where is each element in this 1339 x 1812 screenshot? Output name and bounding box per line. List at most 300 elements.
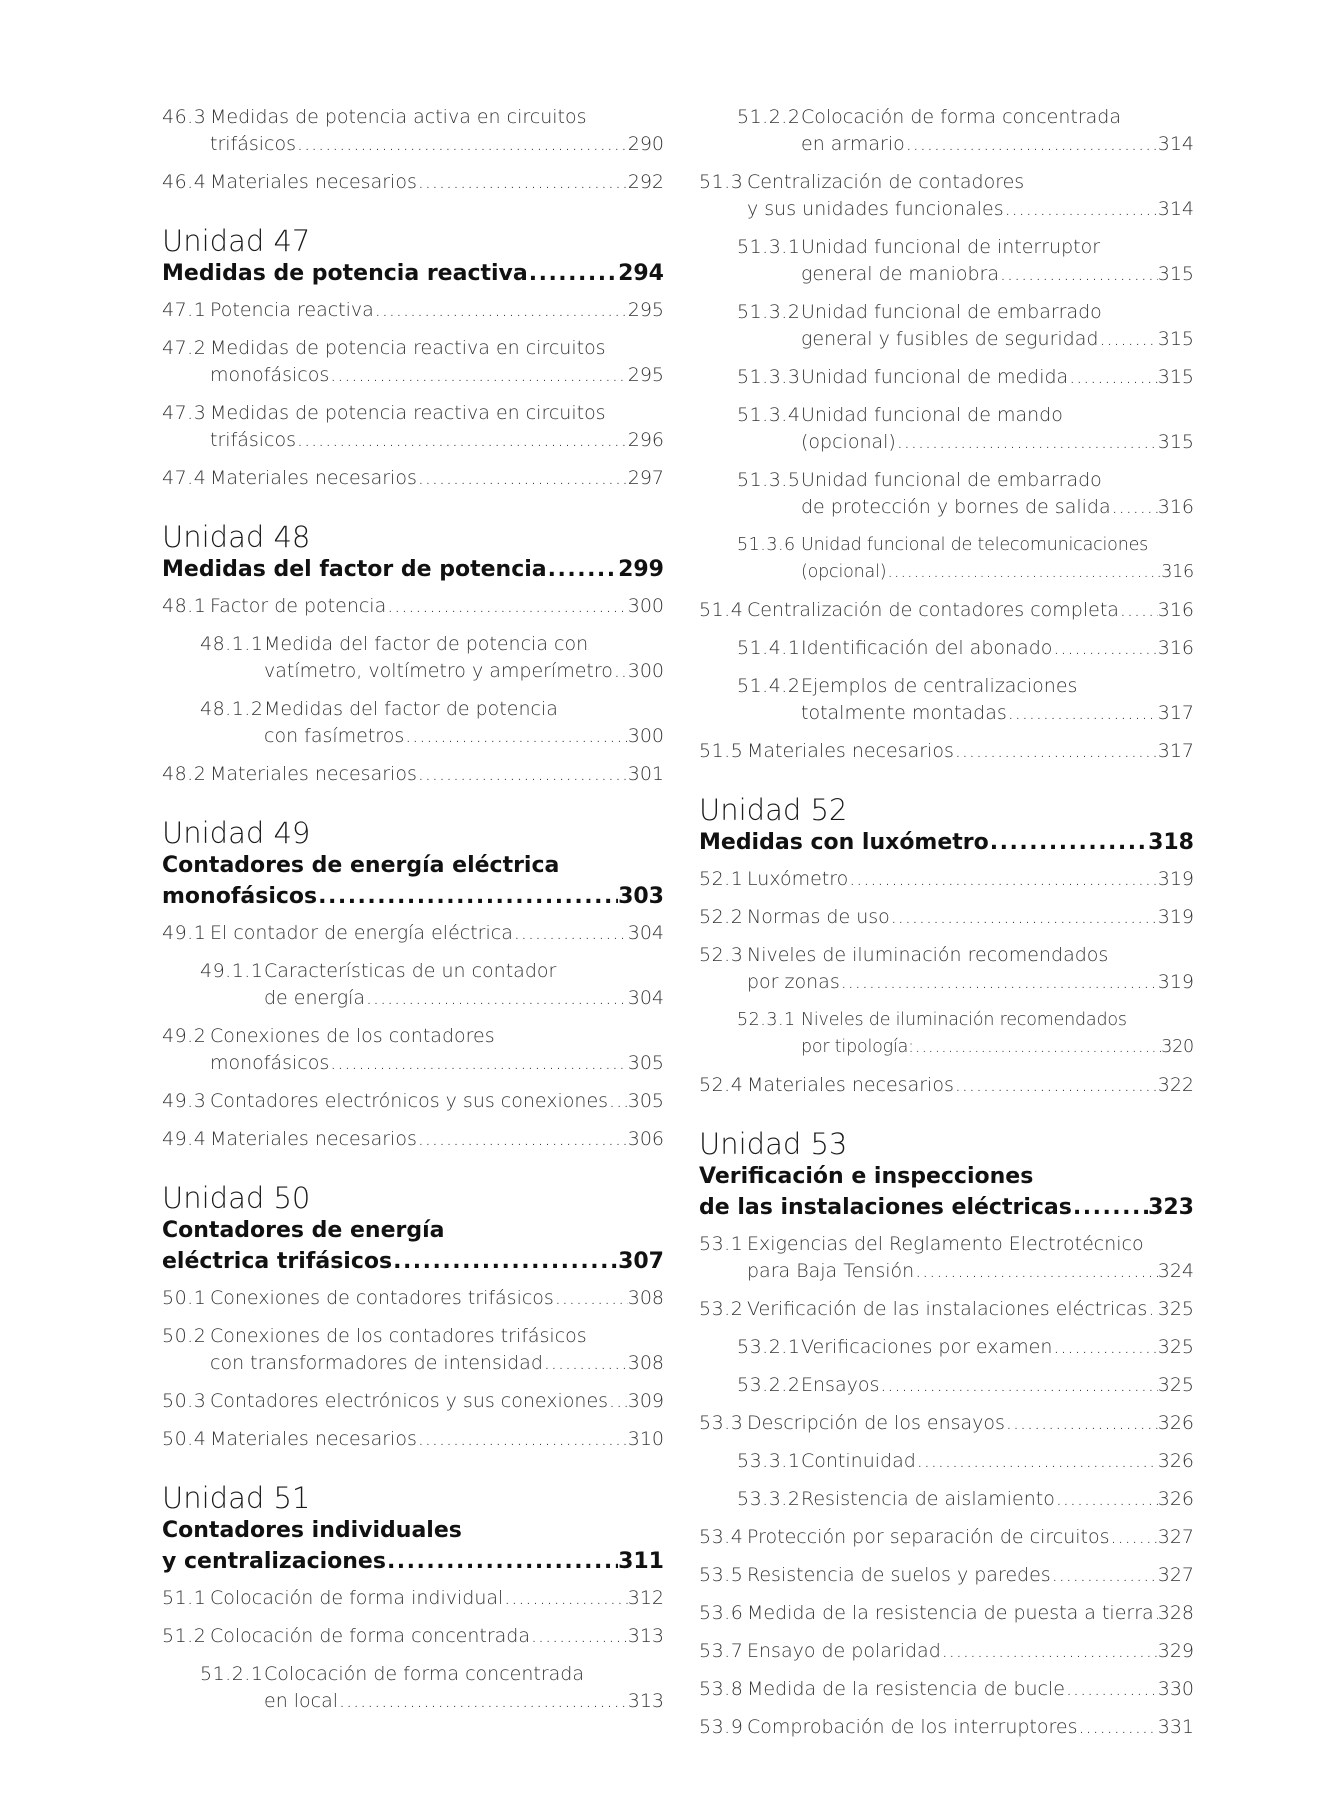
dot-leader	[417, 465, 628, 492]
page-number: 319	[1157, 868, 1194, 890]
toc-line: Características de un contador	[264, 960, 557, 982]
toc-text: por zonas	[747, 971, 840, 993]
section-title	[801, 364, 1194, 391]
page-number: 316	[1161, 562, 1194, 582]
toc-line: Centralización de contadores	[747, 171, 1025, 193]
section-title	[801, 1372, 1194, 1399]
section-number: 47.4	[162, 467, 207, 489]
dot-leader	[392, 1246, 618, 1277]
dot-leader	[914, 1034, 1161, 1061]
unit-title-text: Medidas de potencia reactiva	[162, 261, 528, 286]
toc-section-entry	[699, 169, 1194, 223]
page-number: 308	[627, 1287, 664, 1309]
dot-leader	[896, 429, 1158, 456]
section-title	[747, 738, 1194, 765]
section-number: 50.3	[162, 1390, 207, 1412]
section-title	[210, 1023, 664, 1077]
dot-leader	[503, 1585, 627, 1612]
toc-text: Materiales necesarios	[210, 467, 417, 489]
dot-leader	[1007, 700, 1158, 727]
toc-line	[210, 1088, 664, 1115]
section-title	[210, 761, 664, 788]
section-number: 52.3.1	[737, 1010, 796, 1030]
toc-line	[210, 1388, 664, 1415]
unit-title-line	[162, 1546, 664, 1577]
section-title	[747, 1072, 1194, 1099]
section-title	[210, 104, 664, 158]
section-number: 51.5	[699, 740, 744, 762]
toc-line	[747, 1562, 1194, 1589]
page-number: 320	[1161, 1037, 1194, 1057]
dot-leader	[1005, 1410, 1158, 1437]
section-number: 50.2	[162, 1325, 207, 1347]
toc-section-entry	[699, 1072, 1194, 1099]
page-number: 314	[1157, 198, 1194, 220]
toc-text: con transformadores de intensidad	[210, 1352, 543, 1374]
section-number: 53.2.1	[737, 1336, 801, 1358]
toc-section-entry	[162, 335, 664, 389]
section-title	[801, 104, 1194, 158]
unit-title-text: Medidas del factor de potencia	[162, 557, 547, 582]
toc-text: Descripción de los ensayos	[747, 1412, 1005, 1434]
toc-subsection-entry	[699, 1007, 1194, 1061]
section-title	[210, 1426, 664, 1453]
toc-subsection-entry	[162, 631, 664, 685]
toc-subsection-entry	[699, 1448, 1194, 1475]
unit-label: Unidad 48	[162, 520, 311, 554]
section-number: 53.1	[699, 1233, 744, 1255]
unit-label: Unidad 52	[699, 793, 848, 827]
page-number: 326	[1157, 1450, 1194, 1472]
toc-section-entry	[699, 1638, 1194, 1665]
unit-title	[162, 1515, 664, 1577]
page-number: 326	[1157, 1412, 1194, 1434]
section-title	[210, 1126, 664, 1153]
toc-line	[801, 700, 1194, 727]
page-number: 319	[1157, 971, 1194, 993]
section-number: 51.3.6	[737, 535, 796, 555]
section-title	[264, 958, 664, 1012]
unit-title	[162, 258, 664, 289]
toc-line	[747, 866, 1194, 893]
dot-leader	[613, 658, 628, 685]
toc-text: general de maniobra	[801, 263, 999, 285]
toc-text: Unidad funcional de medida	[801, 366, 1069, 388]
toc-text: totalmente montadas	[801, 702, 1007, 724]
toc-line	[801, 326, 1194, 353]
section-number: 52.2	[699, 906, 744, 928]
toc-line	[264, 1688, 664, 1715]
page-number: 301	[627, 763, 664, 785]
unit-title-line	[162, 881, 664, 912]
toc-line	[747, 969, 1194, 996]
toc-section-entry	[162, 1285, 664, 1312]
toc-text: de energía	[264, 987, 366, 1009]
toc-line	[801, 131, 1194, 158]
toc-line	[747, 196, 1194, 223]
toc-line: Medidas del factor de potencia	[264, 698, 558, 720]
toc-line	[747, 1410, 1194, 1437]
toc-section-entry	[699, 1296, 1194, 1323]
unit-heading	[699, 793, 1194, 858]
section-title	[210, 1585, 664, 1612]
toc-text: Materiales necesarios	[747, 740, 954, 762]
toc-section-entry	[699, 866, 1194, 893]
unit-title	[162, 850, 664, 912]
toc-subsection-entry	[162, 696, 664, 750]
section-title	[210, 1623, 664, 1650]
toc-text: de protección y bornes de salida	[801, 496, 1111, 518]
unit-title-text: Medidas con luxómetro	[699, 830, 989, 855]
section-number: 49.4	[162, 1128, 207, 1150]
toc-line	[210, 169, 664, 196]
toc-text: Contadores electrónicos y sus conexiones	[210, 1090, 609, 1112]
toc-line	[747, 738, 1194, 765]
section-title	[801, 635, 1194, 662]
section-title	[801, 1007, 1194, 1061]
toc-subsection-entry	[699, 467, 1194, 521]
section-title	[747, 1562, 1194, 1589]
toc-line	[747, 1296, 1194, 1323]
toc-section-entry	[162, 593, 664, 620]
toc-section-entry	[699, 1231, 1194, 1285]
dot-leader	[608, 1088, 628, 1115]
dot-leader	[417, 1126, 628, 1153]
section-title	[210, 335, 664, 389]
toc-text: Ensayo de polaridad	[747, 1640, 941, 1662]
dot-leader	[296, 427, 628, 454]
toc-text: con fasímetros	[264, 725, 405, 747]
toc-subsection-entry	[699, 234, 1194, 288]
dot-leader	[905, 131, 1158, 158]
unit-page-number: 311	[618, 1549, 664, 1574]
toc-line	[747, 1676, 1194, 1703]
dot-leader	[941, 1638, 1158, 1665]
toc-text: Resistencia de aislamiento	[801, 1488, 1055, 1510]
dot-leader	[1072, 1192, 1148, 1223]
toc-line	[264, 658, 664, 685]
dot-leader	[1065, 1676, 1158, 1703]
toc-subsection-entry	[699, 104, 1194, 158]
page-number: 326	[1157, 1488, 1194, 1510]
toc-text: trifásicos	[210, 429, 297, 451]
page-number: 325	[1157, 1336, 1194, 1358]
page-number: 296	[627, 429, 664, 451]
toc-line: Unidad funcional de interruptor	[801, 236, 1101, 258]
page-number: 317	[1157, 740, 1194, 762]
toc-line: Medidas de potencia activa en circuitos	[210, 106, 587, 128]
toc-line	[747, 1524, 1194, 1551]
section-title	[210, 169, 664, 196]
toc-text: Materiales necesarios	[210, 171, 417, 193]
page-number: 331	[1157, 1716, 1194, 1738]
toc-text: Medida de la resistencia de puesta a tierra	[747, 1602, 1154, 1624]
toc-text: Conexiones de contadores trifásicos	[210, 1287, 554, 1309]
section-title	[747, 1676, 1194, 1703]
dot-leader	[543, 1350, 628, 1377]
unit-title-line	[162, 554, 664, 585]
dot-leader	[417, 169, 628, 196]
section-number: 53.8	[699, 1678, 744, 1700]
page-number: 328	[1157, 1602, 1194, 1624]
dot-leader	[886, 559, 1161, 586]
toc-section-entry	[699, 904, 1194, 931]
toc-section-entry	[162, 920, 664, 947]
section-title	[210, 297, 664, 324]
section-title	[747, 597, 1194, 624]
section-number: 53.6	[699, 1602, 744, 1624]
toc-subsection-entry	[699, 635, 1194, 662]
toc-subsection-entry	[162, 958, 664, 1012]
toc-line	[801, 1448, 1194, 1475]
toc-line	[801, 1334, 1194, 1361]
section-number: 52.1	[699, 868, 744, 890]
section-title	[210, 400, 664, 454]
toc-line	[801, 494, 1194, 521]
toc-text: Colocación de forma individual	[210, 1587, 504, 1609]
page-number: 315	[1157, 263, 1194, 285]
toc-text: Identificación del abonado	[801, 637, 1053, 659]
toc-section-entry	[699, 1714, 1194, 1741]
toc-text: Materiales necesarios	[210, 763, 417, 785]
section-title	[210, 593, 664, 620]
dot-leader	[916, 1448, 1158, 1475]
toc-text: y sus unidades funcionales	[747, 198, 1004, 220]
dot-leader	[840, 969, 1158, 996]
page-number: 305	[627, 1052, 664, 1074]
page-number: 327	[1157, 1564, 1194, 1586]
dot-leader	[914, 1258, 1158, 1285]
toc-line	[210, 1585, 664, 1612]
unit-title	[699, 827, 1194, 858]
section-number: 51.2	[162, 1625, 207, 1647]
toc-line: Ejemplos de centralizaciones	[801, 675, 1078, 697]
section-title	[801, 532, 1194, 586]
section-number: 53.3.2	[737, 1488, 801, 1510]
unit-heading	[162, 816, 664, 912]
page-number: 316	[1157, 599, 1194, 621]
toc-subsection-entry	[699, 1486, 1194, 1513]
toc-section-entry	[162, 465, 664, 492]
dot-leader	[1052, 635, 1157, 662]
toc-text: Continuidad	[801, 1450, 916, 1472]
section-title	[210, 1088, 664, 1115]
page-number: 312	[627, 1587, 664, 1609]
section-number: 51.1	[162, 1587, 207, 1609]
unit-page-number: 318	[1148, 830, 1194, 855]
toc-section-entry	[699, 1600, 1194, 1627]
unit-label: Unidad 51	[162, 1481, 311, 1515]
dot-leader	[1098, 326, 1157, 353]
dot-leader	[890, 904, 1158, 931]
toc-line: Medidas de potencia reactiva en circuitos	[210, 402, 606, 424]
section-title	[264, 696, 664, 750]
section-number: 51.2.2	[737, 106, 801, 128]
toc-line	[747, 904, 1194, 931]
unit-title-line: Verificación e inspecciones	[699, 1164, 1034, 1189]
toc-text: Materiales necesarios	[210, 1128, 417, 1150]
toc-left-column	[162, 104, 664, 1726]
toc-section-entry	[162, 1623, 664, 1650]
section-number: 49.2	[162, 1025, 207, 1047]
unit-title-line	[699, 1192, 1194, 1223]
toc-section-entry	[699, 738, 1194, 765]
toc-text: Centralización de contadores completa	[747, 599, 1119, 621]
page-number: 295	[627, 364, 664, 386]
toc-line	[210, 1285, 664, 1312]
unit-page-number: 303	[618, 884, 664, 909]
toc-section-entry	[162, 1323, 664, 1377]
page-number: 300	[627, 725, 664, 747]
dot-leader	[1068, 364, 1158, 391]
unit-title-text: eléctrica trifásicos	[162, 1249, 393, 1274]
unit-title-text: y centralizaciones	[162, 1549, 386, 1574]
page-number: 315	[1157, 328, 1194, 350]
dot-leader	[513, 920, 628, 947]
dot-leader	[386, 593, 628, 620]
toc-section-entry	[699, 597, 1194, 624]
toc-text: Resistencia de suelos y paredes	[747, 1564, 1051, 1586]
section-title	[747, 1231, 1194, 1285]
toc-subsection-entry	[699, 402, 1194, 456]
dot-leader	[1110, 1524, 1158, 1551]
toc-line: Niveles de iluminación recomendados	[747, 944, 1109, 966]
toc-section-entry	[162, 1426, 664, 1453]
dot-leader	[1004, 196, 1158, 223]
section-number: 51.3.4	[737, 404, 801, 426]
dot-leader	[329, 362, 627, 389]
section-title	[801, 1334, 1194, 1361]
dot-leader	[999, 261, 1158, 288]
toc-section-entry	[162, 1023, 664, 1077]
toc-line	[801, 1486, 1194, 1513]
toc-subsection-entry	[699, 364, 1194, 391]
toc-section-entry	[699, 1524, 1194, 1551]
toc-text: Materiales necesarios	[210, 1428, 417, 1450]
toc-text: por tipología:	[801, 1037, 914, 1057]
dot-leader	[848, 866, 1157, 893]
section-number: 53.2.2	[737, 1374, 801, 1396]
toc-section-entry	[699, 942, 1194, 996]
dot-leader	[879, 1372, 1157, 1399]
dot-leader	[404, 723, 628, 750]
unit-heading	[162, 224, 664, 289]
dot-leader	[528, 258, 618, 289]
unit-heading	[162, 1481, 664, 1577]
page-number: 304	[627, 922, 664, 944]
toc-line	[801, 559, 1194, 586]
page-number: 322	[1157, 1074, 1194, 1096]
section-title	[210, 465, 664, 492]
section-title	[747, 1524, 1194, 1551]
section-number: 47.3	[162, 402, 207, 424]
dot-leader	[1147, 1296, 1157, 1323]
page-number: 300	[627, 660, 664, 682]
page-number: 319	[1157, 906, 1194, 928]
toc-subsection-entry	[699, 1334, 1194, 1361]
section-title	[210, 1388, 664, 1415]
section-number: 47.2	[162, 337, 207, 359]
toc-line	[801, 1034, 1194, 1061]
section-number: 51.3	[699, 171, 744, 193]
toc-subsection-entry	[162, 1661, 664, 1715]
toc-line	[210, 1623, 664, 1650]
page-number: 325	[1157, 1298, 1194, 1320]
page-number: 316	[1157, 496, 1194, 518]
section-number: 49.1	[162, 922, 207, 944]
toc-line	[264, 723, 664, 750]
toc-section-entry	[162, 1585, 664, 1612]
toc-text: general y fusibles de seguridad	[801, 328, 1099, 350]
dot-leader	[1055, 1486, 1158, 1513]
toc-section-entry	[162, 104, 664, 158]
toc-text: Materiales necesarios	[747, 1074, 954, 1096]
toc-text: trifásicos	[210, 133, 297, 155]
toc-line	[801, 1372, 1194, 1399]
toc-text: Colocación de forma concentrada	[210, 1625, 530, 1647]
section-title	[801, 1448, 1194, 1475]
page-number: 317	[1157, 702, 1194, 724]
toc-line: Conexiones de los contadores trifásicos	[210, 1325, 587, 1347]
section-title	[801, 299, 1194, 353]
toc-text: Comprobación de los interruptores	[747, 1716, 1078, 1738]
unit-title-line	[699, 827, 1194, 858]
unit-label: Unidad 50	[162, 1181, 311, 1215]
unit-title	[162, 1215, 664, 1277]
toc-text: Verificación de las instalaciones eléctricas	[747, 1298, 1148, 1320]
toc-line	[210, 1350, 664, 1377]
toc-section-entry	[162, 400, 664, 454]
unit-title-line: Contadores de energía	[162, 1218, 445, 1243]
page-number: 308	[627, 1352, 664, 1374]
unit-page-number: 299	[618, 557, 664, 582]
toc-line	[264, 985, 664, 1012]
unit-title	[162, 554, 664, 585]
section-number: 47.1	[162, 299, 207, 321]
section-number: 51.3.3	[737, 366, 801, 388]
section-title	[801, 234, 1194, 288]
unit-title-line	[162, 258, 664, 289]
dot-leader	[374, 297, 628, 324]
section-number: 51.4.1	[737, 637, 801, 659]
dot-leader	[989, 827, 1148, 858]
section-title	[210, 1285, 664, 1312]
section-title	[264, 1661, 664, 1715]
unit-title-line	[162, 1246, 664, 1277]
unit-page-number: 294	[618, 261, 664, 286]
section-title	[747, 1296, 1194, 1323]
section-number: 46.3	[162, 106, 207, 128]
page-number: 305	[627, 1090, 664, 1112]
toc-text: Ensayos	[801, 1374, 880, 1396]
unit-title-line: Contadores de energía eléctrica	[162, 853, 560, 878]
section-title	[264, 631, 664, 685]
section-number: 51.4.2	[737, 675, 801, 697]
toc-text: Factor de potencia	[210, 595, 387, 617]
dot-leader	[329, 1050, 627, 1077]
toc-text: (opcional)	[801, 562, 887, 582]
page-number: 313	[627, 1690, 664, 1712]
section-title	[801, 1486, 1194, 1513]
toc-text: (opcional)	[801, 431, 896, 453]
toc-line	[747, 1638, 1194, 1665]
toc-line: Colocación de forma concentrada	[264, 1663, 584, 1685]
page-number: 314	[1157, 133, 1194, 155]
section-number: 48.1.2	[200, 698, 264, 720]
dot-leader	[1051, 1562, 1158, 1589]
dot-leader	[954, 1072, 1158, 1099]
unit-title	[699, 1161, 1194, 1223]
